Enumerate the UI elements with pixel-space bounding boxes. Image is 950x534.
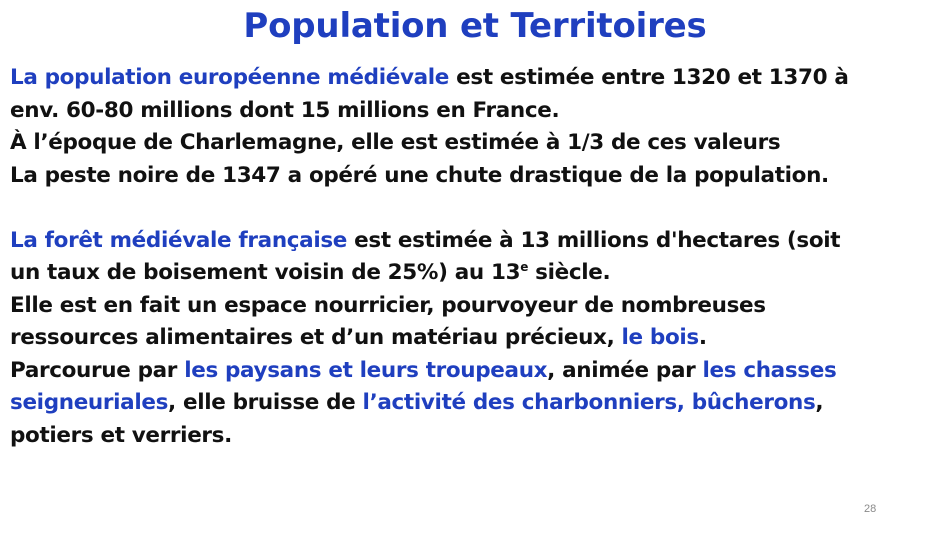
- text-line: [10, 225, 945, 258]
- text-fragment: ressources alimentaires et d’un matériau précieux,: [10, 325, 622, 350]
- text-fragment: est estimée à 13 millions d'hectares (soit: [347, 227, 841, 253]
- text-fragment: , animée par: [547, 357, 703, 383]
- highlight-peasants: les paysans et leurs troupeaux: [184, 357, 548, 383]
- slide-number: 28: [864, 503, 877, 515]
- slide-title: Population et Territoires: [243, 6, 707, 46]
- highlight-activity: l’activité des charbonniers, bûcherons: [362, 390, 816, 415]
- text-line: [10, 62, 945, 95]
- text-line: [10, 257, 945, 290]
- highlight-population: La population européenne médiévale: [10, 65, 450, 90]
- text-fragment: Parcourue par: [10, 357, 185, 383]
- text-fragment: , elle bruisse de: [168, 390, 363, 415]
- text-line: [10, 387, 945, 420]
- highlight-wood: le bois: [621, 325, 699, 350]
- text-line: env. 60-80 millions dont 15 millions en France.: [10, 97, 560, 123]
- text-line: À l’époque de Charlemagne, elle est estimée à 1/3 de ces valeurs: [10, 130, 781, 155]
- slide-body: [10, 62, 945, 452]
- text-fragment: un taux de boisement voisin de 25%) au 13: [10, 260, 521, 285]
- text-line: [10, 322, 945, 355]
- paragraph-gap: [10, 192, 945, 225]
- text-line: La peste noire de 1347 a opéré une chute drastique de la population.: [10, 162, 829, 188]
- highlight-seigneurial: seigneuriales: [10, 390, 169, 415]
- text-fragment: siècle.: [527, 260, 611, 285]
- text-fragment: ,: [815, 390, 824, 415]
- text-line: potiers et verriers.: [10, 422, 232, 448]
- text-line: Elle est en fait un espace nourricier, pourvoyeur de nombreuses: [10, 292, 766, 318]
- highlight-hunts: les chasses: [702, 357, 837, 383]
- highlight-forest: La forêt médiévale française: [10, 227, 348, 253]
- text-fragment: .: [698, 325, 707, 350]
- superscript: e: [520, 259, 528, 274]
- text-fragment: est estimée entre 1320 et 1370 à: [449, 65, 849, 90]
- text-line: [10, 355, 945, 388]
